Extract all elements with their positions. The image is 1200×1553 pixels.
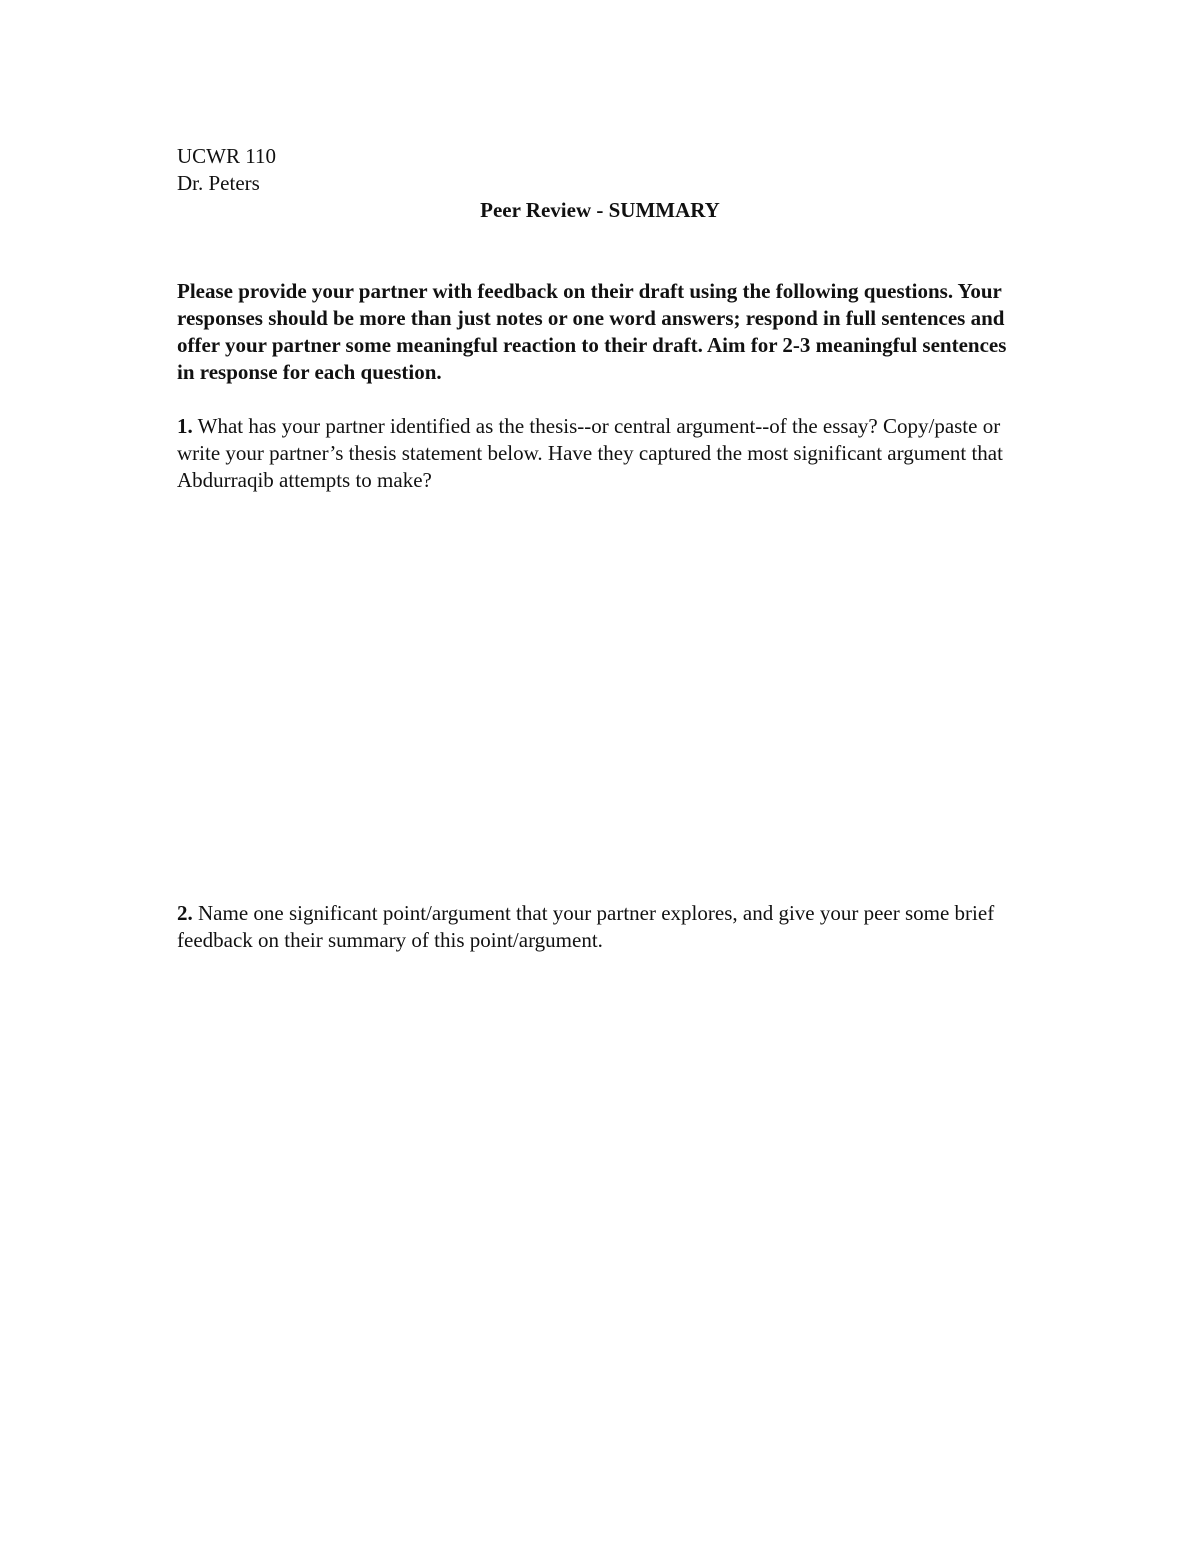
answer-2-area[interactable] bbox=[177, 960, 1017, 1480]
answer-1-area[interactable] bbox=[177, 500, 1017, 890]
instructor-name: Dr. Peters bbox=[177, 171, 260, 195]
question-2 bbox=[177, 900, 1017, 954]
question-2-text: Name one significant point/argument that your partner explores, and give your peer some brief feedback on their summary of this point/argument. bbox=[177, 901, 995, 952]
question-1-text: What has your partner identified as the thesis--or central argument--of the essay? Copy/paste or write your partner’s thesis statement below. Have they captured the most significant argument that Abdurraqib attempts to make? bbox=[177, 414, 1003, 492]
page-title: Peer Review - SUMMARY bbox=[480, 198, 720, 222]
question-1-number: 1. bbox=[177, 414, 193, 438]
instructions-paragraph: Please provide your partner with feedback on their draft using the following questions. Your responses should be more than just notes or one word answers; respond in full sentences and offer your partner some meaningful reaction to their draft. Aim for 2-3 meaningful sentences in response for each question. bbox=[177, 279, 1007, 384]
question-2-number: 2. bbox=[177, 901, 193, 925]
course-code: UCWR 110 bbox=[177, 144, 276, 168]
question-1 bbox=[177, 413, 1017, 494]
